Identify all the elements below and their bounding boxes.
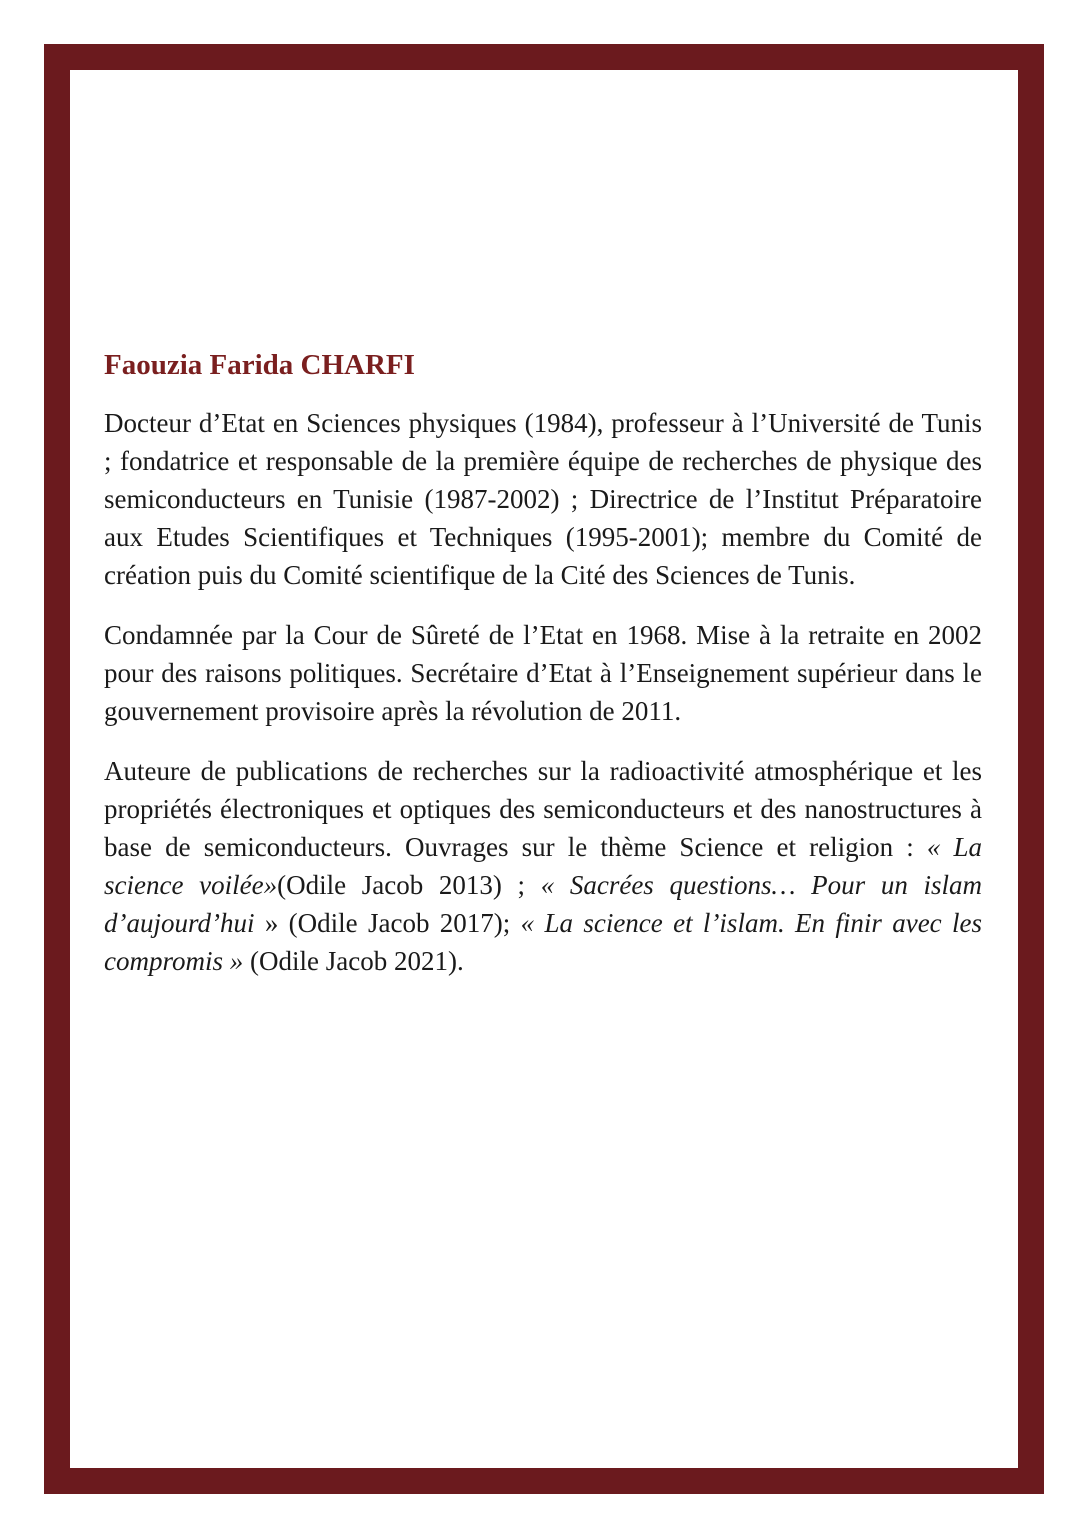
border-triangle <box>287 1437 302 1452</box>
border-triangle <box>76 933 91 948</box>
border-triangle <box>999 1092 1014 1107</box>
border-triangle <box>242 1437 257 1452</box>
border-triangle <box>76 205 91 220</box>
border-triangle <box>76 1252 91 1267</box>
border-triangle <box>999 114 1014 129</box>
border-triangle <box>970 1437 985 1452</box>
border-triangle <box>242 87 257 102</box>
border-triangle <box>628 1437 643 1452</box>
border-triangle <box>999 501 1014 516</box>
border-triangle <box>76 888 91 903</box>
book-title-la-science-et-l-islam: « La science et l’islam. En finir avec les compromis » <box>104 907 982 976</box>
border-triangle <box>947 87 962 102</box>
border-triangle <box>446 1437 461 1452</box>
border-triangle <box>999 546 1014 561</box>
border-triangle <box>999 1161 1014 1176</box>
border-triangle <box>446 87 461 102</box>
border-triangle <box>628 87 643 102</box>
border-triangle <box>810 87 825 102</box>
border-triangle <box>765 1437 780 1452</box>
border-triangle <box>879 87 894 102</box>
border-triangle <box>76 979 91 994</box>
border-triangle <box>76 1388 91 1403</box>
border-triangle <box>992 87 1007 102</box>
border-triangle <box>856 1437 871 1452</box>
border-triangle <box>999 205 1014 220</box>
border-triangle <box>76 569 91 584</box>
border-triangle <box>76 1161 91 1176</box>
border-triangle <box>76 1092 91 1107</box>
border-triangle <box>583 1437 598 1452</box>
border-triangle <box>76 1047 91 1062</box>
border-triangle <box>355 87 370 102</box>
border-triangle <box>219 1437 234 1452</box>
border-triangle <box>606 87 621 102</box>
border-triangle <box>999 956 1014 971</box>
border-triangle <box>999 410 1014 425</box>
border-triangle <box>264 1437 279 1452</box>
border-triangle <box>697 1437 712 1452</box>
border-triangle <box>999 1365 1014 1380</box>
border-triangle <box>173 87 188 102</box>
border-triangle <box>310 87 325 102</box>
border-triangle <box>76 728 91 743</box>
border-triangle <box>76 228 91 243</box>
border-triangle <box>999 592 1014 607</box>
border-triangle <box>999 137 1014 152</box>
border-triangle <box>76 1001 91 1016</box>
border-triangle <box>76 774 91 789</box>
border-triangle <box>76 432 91 447</box>
border-triangle <box>82 1437 97 1452</box>
border-triangle <box>924 1437 939 1452</box>
border-triangle <box>76 319 91 334</box>
border-triangle <box>999 569 1014 584</box>
border-triangle <box>469 1437 484 1452</box>
border-triangle <box>719 87 734 102</box>
border-triangle <box>999 1001 1014 1016</box>
border-triangle <box>76 751 91 766</box>
border-triangle <box>287 87 302 102</box>
border-triangle <box>264 87 279 102</box>
border-triangle <box>999 819 1014 834</box>
border-triangle <box>76 501 91 516</box>
border-triangle <box>76 546 91 561</box>
border-triangle <box>76 1229 91 1244</box>
border-triangle <box>999 888 1014 903</box>
border-triangle <box>82 87 97 102</box>
border-triangle <box>76 478 91 493</box>
border-triangle <box>788 87 803 102</box>
border-triangle <box>76 1070 91 1085</box>
border-triangle <box>999 842 1014 857</box>
paragraph-career: Docteur d’Etat en Sciences physiques (1984), professeur à l’Université de Tunis ; fondatrice et responsable de la première équipe de recherches de physique des semiconducteurs en Tunisie (1987-2002) ; Directrice de l’Institut Préparatoire aux Etudes Scientifiques et Techniques (1995-2001); membre du Comité de création puis du Comité scientifique de la Cité des Sciences de Tunis. <box>104 407 982 590</box>
border-triangle <box>999 432 1014 447</box>
border-triangle <box>879 1437 894 1452</box>
border-triangle <box>76 1320 91 1335</box>
person-name-heading: Faouzia Farida CHARFI <box>104 349 415 381</box>
border-triangle <box>492 87 507 102</box>
border-triangle <box>76 341 91 356</box>
border-triangle <box>76 523 91 538</box>
border-triangle <box>76 1365 91 1380</box>
border-triangle <box>76 1138 91 1153</box>
border-triangle <box>76 159 91 174</box>
border-triangle <box>901 87 916 102</box>
paragraph-political: Condamnée par la Cour de Sûreté de l’Etat en 1968. Mise à la retraite en 2002 pour des raisons politiques. Secrétaire d’Etat à l’Enseignement supérieur dans le gouvernement provisoire après la révolution de 2011. <box>104 619 982 726</box>
border-triangle <box>76 1024 91 1039</box>
border-triangle <box>76 364 91 379</box>
border-triangle <box>810 1437 825 1452</box>
border-triangle <box>424 87 439 102</box>
border-triangle <box>492 1437 507 1452</box>
border-triangle <box>674 1437 689 1452</box>
border-triangle <box>76 1183 91 1198</box>
border-triangle <box>76 614 91 629</box>
border-triangle <box>76 1297 91 1312</box>
border-triangle <box>469 87 484 102</box>
border-triangle <box>999 1274 1014 1289</box>
border-triangle <box>583 87 598 102</box>
border-triangle <box>788 1437 803 1452</box>
border-triangle <box>999 1320 1014 1335</box>
page-content <box>104 350 982 1002</box>
border-triangle <box>992 1437 1007 1452</box>
border-triangle <box>999 341 1014 356</box>
border-triangle <box>560 87 575 102</box>
border-triangle <box>765 87 780 102</box>
paragraph-publications <box>104 752 982 980</box>
border-triangle <box>674 87 689 102</box>
border-triangle <box>999 250 1014 265</box>
border-triangle <box>196 1437 211 1452</box>
border-triangle <box>947 1437 962 1452</box>
book-publisher: (Odile Jacob 2013) ; <box>277 869 541 900</box>
border-triangle <box>310 1437 325 1452</box>
border-triangle <box>76 1274 91 1289</box>
border-triangle <box>999 387 1014 402</box>
border-triangle <box>999 1343 1014 1358</box>
border-triangle <box>999 1183 1014 1198</box>
border-triangle <box>560 1437 575 1452</box>
border-triangle <box>173 1437 188 1452</box>
border-triangle <box>76 842 91 857</box>
border-triangle <box>999 705 1014 720</box>
publications-intro: Auteure de publications de recherches sur la radioactivité atmosphérique et les propriétés électroniques et optiques des semiconducteurs et des nanostructures à base de semiconducteurs. Ouvrages sur le thème Science et religion : <box>104 755 982 862</box>
border-triangle <box>76 182 91 197</box>
border-triangle <box>999 1047 1014 1062</box>
border-triangle <box>76 114 91 129</box>
border-triangle <box>105 87 120 102</box>
border-triangle <box>999 1229 1014 1244</box>
border-triangle <box>537 87 552 102</box>
border-triangle <box>76 410 91 425</box>
border-triangle <box>76 705 91 720</box>
border-triangle <box>537 1437 552 1452</box>
border-triangle <box>76 1206 91 1221</box>
border-triangle <box>999 523 1014 538</box>
border-triangle <box>76 956 91 971</box>
book-publisher: » (Odile Jacob 2017); <box>254 907 521 938</box>
border-triangle <box>76 796 91 811</box>
border-triangle <box>606 1437 621 1452</box>
border-triangle <box>999 273 1014 288</box>
border-triangle <box>999 478 1014 493</box>
border-triangle <box>999 979 1014 994</box>
border-triangle <box>999 728 1014 743</box>
book-title-la-science-voilee: « La science voilée» <box>104 831 982 900</box>
border-triangle <box>76 660 91 675</box>
border-triangle <box>128 87 143 102</box>
border-triangle <box>333 1437 348 1452</box>
border-triangle <box>999 1138 1014 1153</box>
border-triangle <box>999 1070 1014 1085</box>
book-title-sacrees-questions: « Sacrées questions… Pour un islam d’aujourd’hui <box>104 869 982 938</box>
border-triangle <box>999 1252 1014 1267</box>
border-triangle <box>999 910 1014 925</box>
border-triangle <box>833 1437 848 1452</box>
border-triangle <box>76 137 91 152</box>
border-triangle <box>697 87 712 102</box>
border-triangle <box>515 87 530 102</box>
border-triangle <box>76 250 91 265</box>
border-triangle <box>999 614 1014 629</box>
border-triangle <box>833 87 848 102</box>
border-triangle <box>105 1437 120 1452</box>
border-triangle <box>999 660 1014 675</box>
border-triangle <box>999 796 1014 811</box>
border-triangle <box>999 1206 1014 1221</box>
border-triangle <box>76 1411 91 1426</box>
border-triangle <box>76 1115 91 1130</box>
border-triangle <box>378 1437 393 1452</box>
border-triangle <box>999 774 1014 789</box>
border-triangle <box>424 1437 439 1452</box>
border-triangle <box>999 364 1014 379</box>
border-triangle <box>999 751 1014 766</box>
border-triangle <box>999 1024 1014 1039</box>
border-triangle <box>378 87 393 102</box>
border-triangle <box>999 865 1014 880</box>
book-publisher: (Odile Jacob 2021). <box>243 945 464 976</box>
border-triangle <box>999 296 1014 311</box>
border-triangle <box>924 87 939 102</box>
border-triangle <box>128 1437 143 1452</box>
border-triangle <box>742 1437 757 1452</box>
border-triangle <box>999 637 1014 652</box>
border-triangle <box>76 296 91 311</box>
border-triangle <box>999 1411 1014 1426</box>
border-triangle <box>999 1388 1014 1403</box>
border-triangle <box>76 865 91 880</box>
border-triangle <box>999 228 1014 243</box>
border-triangle <box>401 87 416 102</box>
border-triangle <box>355 1437 370 1452</box>
border-triangle <box>76 819 91 834</box>
border-triangle <box>196 87 211 102</box>
border-triangle <box>999 319 1014 334</box>
border-triangle <box>515 1437 530 1452</box>
border-triangle <box>999 159 1014 174</box>
border-triangle <box>76 387 91 402</box>
border-triangle <box>901 1437 916 1452</box>
border-triangle <box>999 683 1014 698</box>
border-triangle <box>76 455 91 470</box>
border-triangle <box>151 1437 166 1452</box>
border-triangle <box>999 1297 1014 1312</box>
border-triangle <box>76 273 91 288</box>
border-triangle <box>999 455 1014 470</box>
border-triangle <box>742 87 757 102</box>
border-triangle <box>333 87 348 102</box>
border-triangle <box>999 933 1014 948</box>
border-triangle <box>76 1343 91 1358</box>
border-triangle <box>970 87 985 102</box>
border-triangle <box>219 87 234 102</box>
border-triangle <box>999 182 1014 197</box>
border-triangle <box>719 1437 734 1452</box>
border-triangle <box>999 1115 1014 1130</box>
border-triangle <box>651 87 666 102</box>
border-triangle <box>401 1437 416 1452</box>
border-triangle <box>76 683 91 698</box>
border-triangle <box>76 637 91 652</box>
border-triangle <box>856 87 871 102</box>
border-triangle <box>76 592 91 607</box>
border-triangle <box>151 87 166 102</box>
border-triangle <box>76 910 91 925</box>
border-triangle <box>651 1437 666 1452</box>
